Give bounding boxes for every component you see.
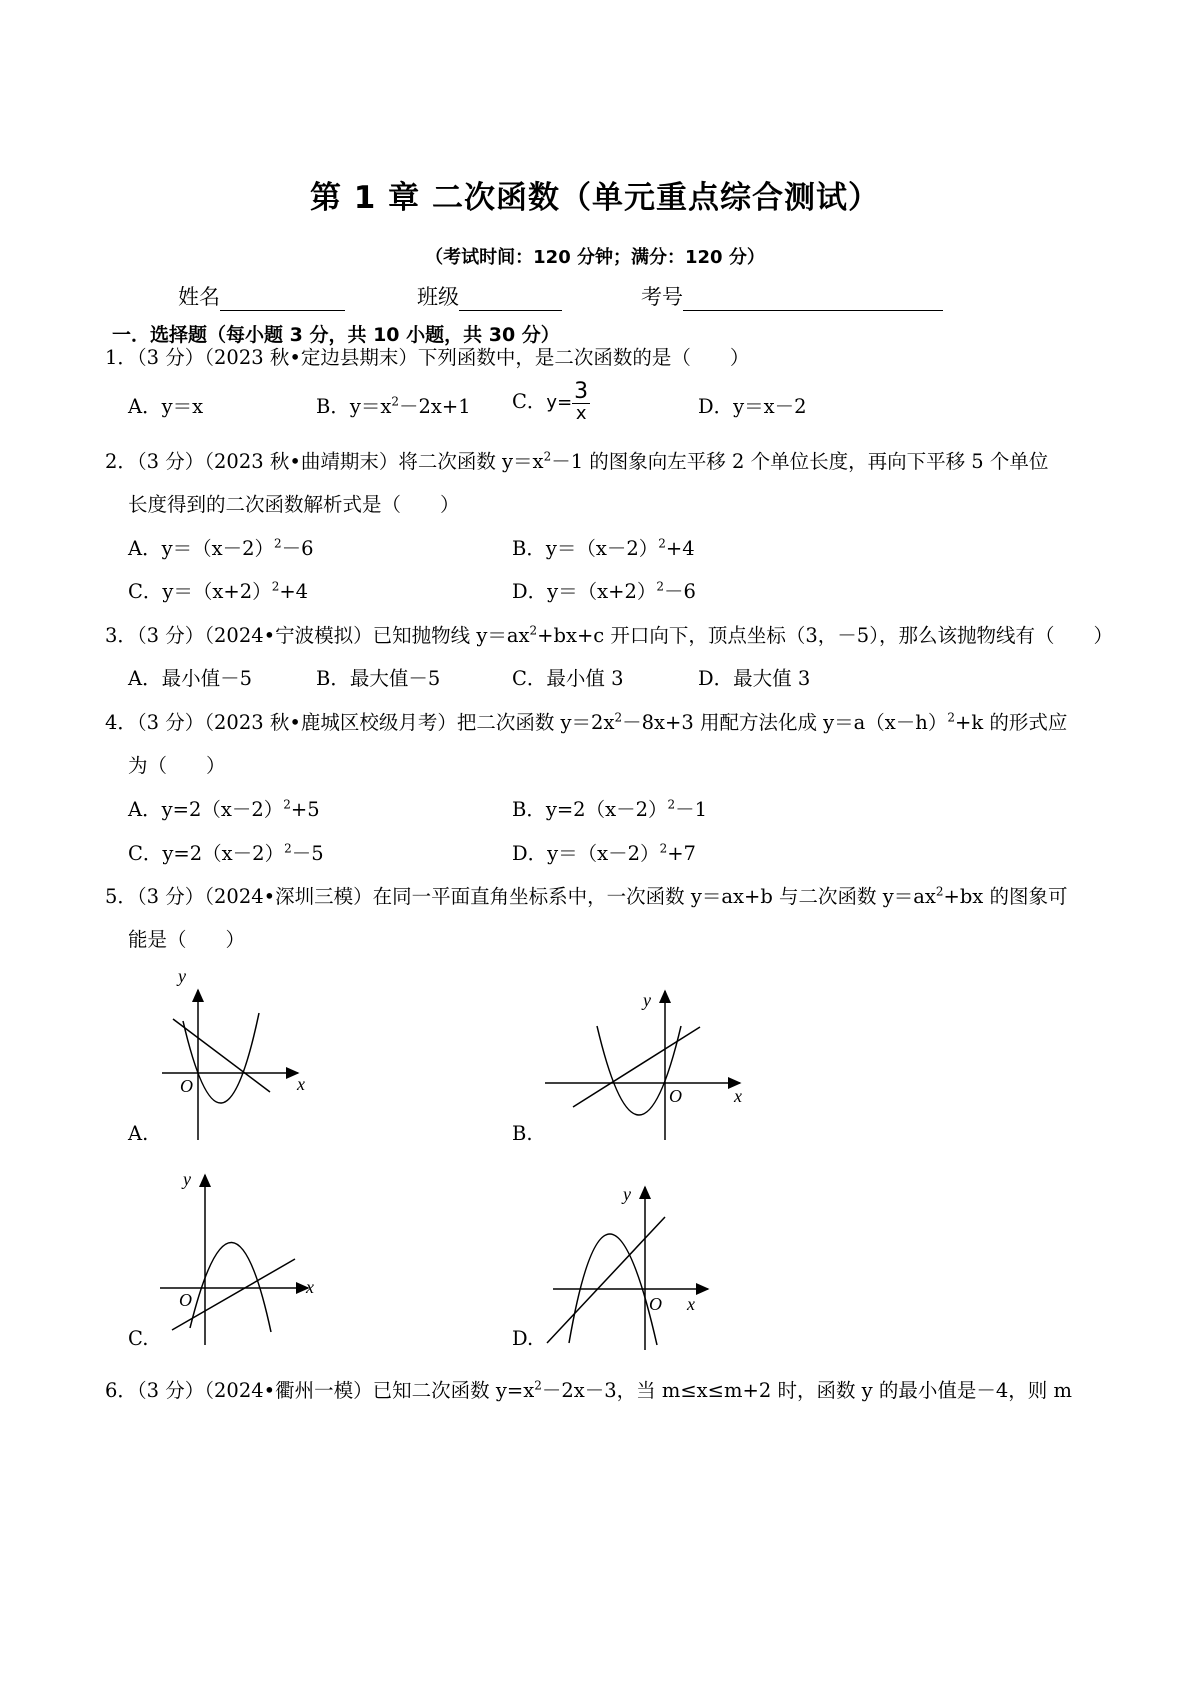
- class-field: 班级: [417, 281, 562, 311]
- x-label: x: [306, 1277, 314, 1297]
- origin-label: O: [180, 1076, 193, 1096]
- q3-option-d: D．最大值 3: [698, 667, 811, 690]
- question-3: 3．（3 分）（2024•宁波模拟）已知抛物线 $y=ax^2+bx+c$ 开口向下，顶点坐标（3，－5），那么该抛物线有（ ）: [105, 623, 1113, 647]
- q2-option-d: D．$y=(x+2)^2-6$: [512, 579, 696, 603]
- x-label: x: [687, 1294, 695, 1314]
- y-label: y: [178, 966, 186, 986]
- q2-option-c: C．$y=(x+2)^2+4$: [128, 579, 309, 603]
- q3-option-c: C．最小值 3: [512, 667, 624, 690]
- number-field: 考号: [641, 281, 943, 311]
- section-heading: 一．选择题（每小题 3 分，共 10 小题，共 30 分）: [112, 324, 560, 346]
- q3-option-b: B．最大值－5: [316, 667, 441, 690]
- question-1: 1．（3 分）（2023 秋•定边县期末）下列函数中，是二次函数的是（ ）: [105, 346, 750, 369]
- q5-option-d: D.: [512, 1327, 534, 1350]
- q2-option-b: B．$y=(x-2)^2+4$: [512, 536, 695, 560]
- y-label: y: [643, 990, 651, 1010]
- question-2: 2．（3 分）（2023 秋•曲靖期末）将二次函数 $y=x^2-1$ 的图象向左平移 2 个单位长度，再向下平移 5 个单位: [105, 449, 1049, 473]
- q4-option-c: C．$y=2(x-2)^2-5$: [128, 841, 324, 865]
- q1-option-c: C．y= $\frac{3}{x}$: [512, 379, 589, 424]
- y-label: y: [183, 1169, 191, 1189]
- question-4-line2: 为（ ）: [128, 754, 226, 777]
- q4-option-d: D．$y=(x-2)^2+7$: [512, 841, 696, 865]
- q4-option-b: B．$y=2(x-2)^2-1$: [512, 797, 708, 821]
- question-5-line2: 能是（ ）: [128, 928, 246, 951]
- q3-option-a: A．最小值－5: [128, 667, 252, 690]
- x-label: x: [734, 1086, 742, 1106]
- q1-option-b: B．$y=x^2-2x+1$: [316, 394, 471, 418]
- q4-option-a: A．$y=2(x-2)^2+5$: [128, 797, 320, 821]
- x-label: x: [297, 1074, 305, 1094]
- q1-option-d: D．y＝x－2: [698, 395, 807, 418]
- q5-graph-a: [150, 962, 330, 1152]
- q1-option-a: A．y＝x: [128, 395, 204, 418]
- page-title: 第 1 章 二次函数（单元重点综合测试）: [310, 180, 880, 216]
- question-6: 6．（3 分）（2024•衢州一模）已知二次函数 $y=x^2-2x-3$，当 m≤x≤m+2 时，函数 y 的最小值是－4，则 m: [105, 1378, 1072, 1402]
- exam-info: （考试时间：120 分钟；满分：120 分）: [425, 247, 765, 268]
- q5-graph-d: [535, 1175, 765, 1360]
- name-field: 姓名: [178, 281, 345, 311]
- q5-option-a: A.: [128, 1122, 149, 1145]
- line: [547, 1217, 665, 1343]
- question-2-line2: 长度得到的二次函数解析式是（ ）: [128, 493, 460, 516]
- question-5: 5．（3 分）（2024•深圳三模）在同一平面直角坐标系中，一次函数 y＝ax+b 与二次函数 $y=ax^2+bx$ 的图象可: [105, 884, 1068, 908]
- q5-graph-b: [535, 975, 765, 1155]
- parabola: [190, 1242, 271, 1332]
- q5-option-b: B.: [512, 1122, 533, 1145]
- y-label: y: [623, 1184, 631, 1204]
- parabola: [183, 1013, 259, 1103]
- origin-label: O: [669, 1086, 682, 1106]
- q5-graph-c: [150, 1160, 340, 1360]
- question-4: 4．（3 分）（2023 秋•鹿城区校级月考）把二次函数 $y=2x^2-8x+3$ 用配方法化成 $y=a(x-h)^2+k$ 的形式应: [105, 710, 1068, 734]
- origin-label: O: [649, 1294, 662, 1314]
- origin-label: O: [179, 1290, 192, 1310]
- q5-option-c: C.: [128, 1327, 149, 1350]
- q2-option-a: A．$y=(x-2)^2-6$: [128, 536, 314, 560]
